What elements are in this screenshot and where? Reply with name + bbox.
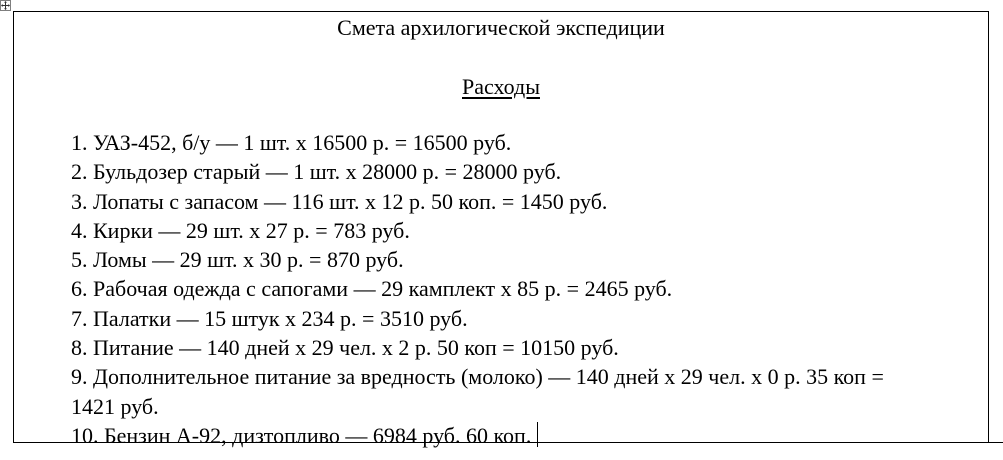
expense-item-text: Бензин А-92, дизтопливо — 6984 руб. 60 коп. [104,422,532,448]
expense-item-text: УАЗ-452, б/у — 1 шт. x 16500 р. = 16500 руб. [93,130,512,155]
expense-item-number: 9. [71,364,88,390]
expense-item-number: 8. [71,335,88,361]
expense-item [71,362,891,421]
document-table-cell[interactable] [13,11,989,448]
expense-item [71,128,891,157]
expense-item [71,421,891,450]
expense-item-text: Дополнительное питание за вредность (молоко) — 140 дней x 29 чел. x 0 р. 35 коп = 1421 руб. [71,364,884,419]
expense-list [71,128,891,450]
table-edge-marker [989,442,1003,443]
expense-item [71,157,891,186]
expense-item-number: 5. [71,247,88,273]
expense-item-number: 10. [71,422,99,448]
expense-item-number: 2. [71,159,88,185]
expense-item-text: Питание — 140 дней x 29 чел. x 2 р. 50 коп = 10150 руб. [93,335,619,361]
expense-item-text: Палатки — 15 штук x 234 р. = 3510 руб. [93,305,468,331]
expense-item-text: Лопаты с запасом — 116 шт. x 12 р. 50 коп. = 1450 руб. [93,188,608,214]
expense-item-text: Ломы — 29 шт. x 30 р. = 870 руб. [93,247,404,273]
expense-item [71,187,891,216]
document-title: Смета архилогической экспедиции [337,15,665,40]
expense-item [71,245,891,274]
expense-item [71,274,891,303]
text-cursor [537,422,538,447]
expense-item-text: Бульдозер старый — 1 шт. x 28000 р. = 28000 руб. [93,159,562,185]
expense-item-number: 7. [71,305,88,331]
expense-item-number: 4. [71,217,88,243]
expense-item-text: Рабочая одежда с сапогами — 29 камплект x 85 р. = 2465 руб. [93,276,673,302]
expense-item [71,304,891,333]
expense-item-text: Кирки — 29 шт. x 27 р. = 783 руб. [93,217,410,243]
table-move-handle-icon[interactable] [0,0,11,11]
expense-item-number: 1. [71,130,88,155]
expense-item-number: 6. [71,276,88,302]
section-heading [14,72,988,102]
section-heading-text: Расходы [462,74,540,99]
expense-item [71,216,891,245]
expense-item [71,333,891,362]
expense-item-number: 3. [71,188,88,214]
